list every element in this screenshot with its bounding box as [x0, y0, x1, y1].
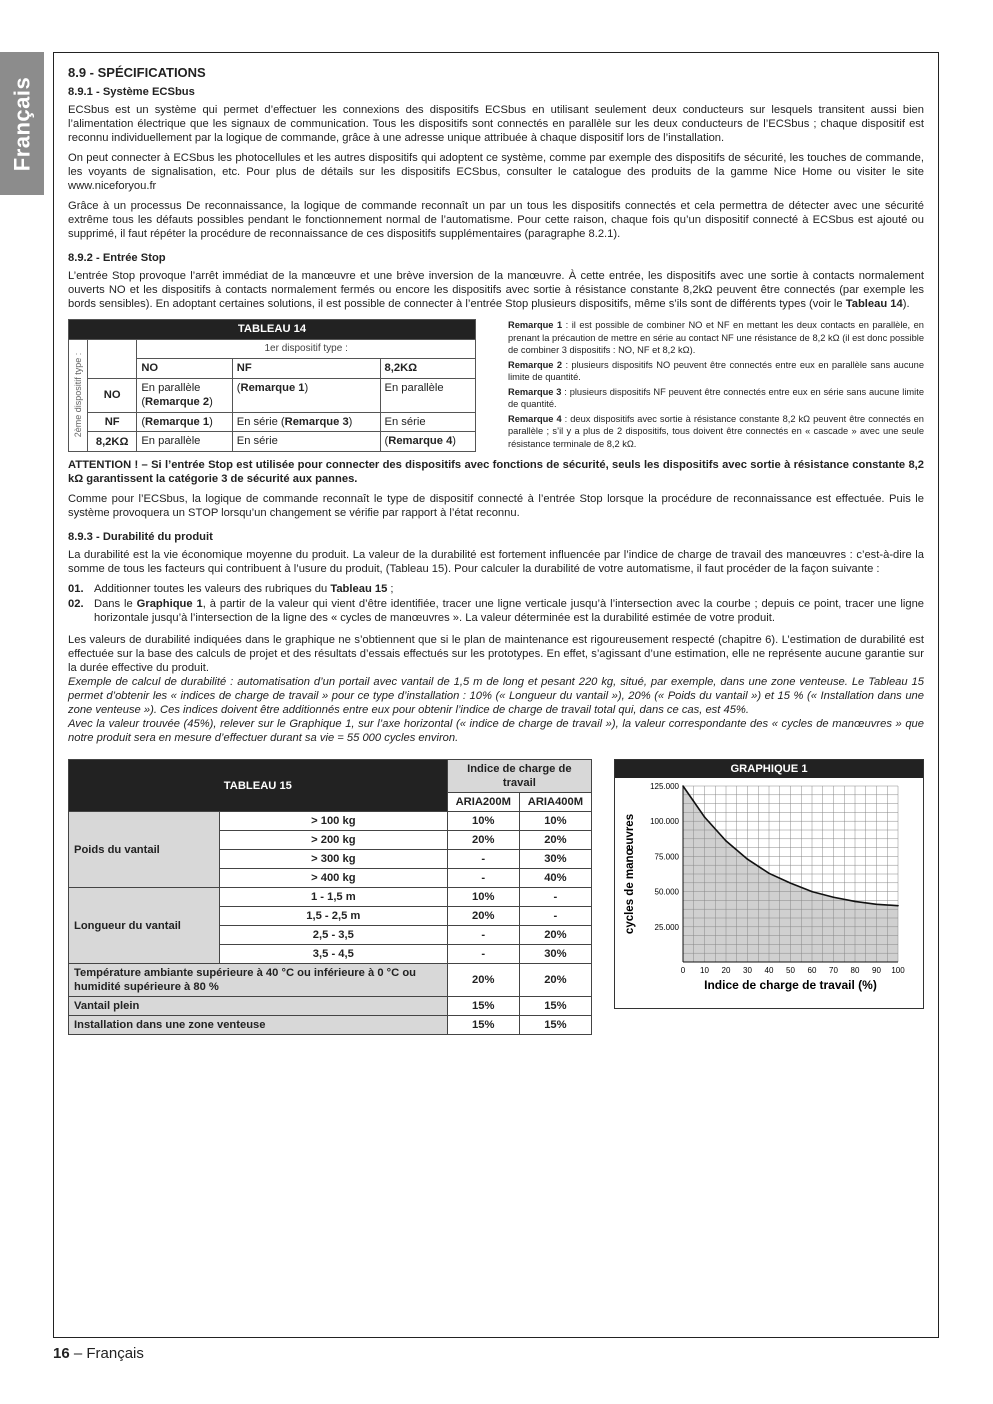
table-row: Poids du vantail > 100 kg 10% 10%: [69, 812, 592, 831]
section-title-8-9-3: 8.9.3 - Durabilité du produit: [68, 531, 213, 543]
section-title-8-9-2: 8.9.2 - Entrée Stop: [68, 252, 166, 264]
x-tick-label: 40: [764, 966, 774, 975]
durability-example: Exemple de calcul de durabilité : automatisation d’un portail avec vantail de 1,5 m de long et pesant 220 kg, situé, par exemple, dans une zone venteuse. Le Tableau 15 permet d’obtenir les « indices de charge de travail » pour ce type d’installation : 10% (« Longueur du vantail »), 20% (« Poids du vantail ») et 15 % (« Installation dans une zone venteuse »). Ces indices doivent être additionnés entre eux pour obtenir l’indice de charge de travail total qui, dans ce cas, est 45%.: [68, 676, 924, 716]
y-tick-label: 125.000: [650, 782, 679, 791]
cell: (Remarque 4): [380, 432, 475, 452]
stop-paragraph-1-end: ).: [902, 298, 910, 310]
cell: En parallèle: [380, 378, 475, 412]
ecsbus-paragraph-2: On peut connecter à ECSbus les photocellules et les autres dispositifs qui adoptent ce système, comme par exemple des dispositifs de sécurité, les touches de commande, les voyants de signalisation, etc. Pour plus de détails sur les dispositifs ECSbus, consulter le catalogue des produits de la gamme Nice Home ou visiter le site www.niceforyou.fr: [68, 152, 924, 192]
table-row: > 400 kg - 40%: [69, 869, 592, 888]
chart-title: GRAPHIQUE 1: [615, 760, 923, 778]
y-tick-label: 100.000: [650, 817, 679, 827]
row-label-no: NO: [88, 378, 137, 412]
tableau-14: [68, 319, 476, 452]
x-tick-label: 90: [872, 966, 881, 975]
data-point: [876, 903, 878, 905]
table-row: 3,5 - 4,5 - 30%: [69, 945, 592, 964]
tableau-15-title: TABLEAU 15: [69, 760, 448, 812]
x-tick-label: 30: [743, 966, 752, 975]
data-point: [704, 816, 706, 818]
x-tick-label: 80: [850, 966, 860, 975]
durability-paragraph-2: Les valeurs de durabilité indiquées dans le graphique ne s’obtiennent que si le plan de maintenance est rigoureusement respecté (chapitre 6). L’estimation de durabilité est effectuée sur la base des calculs de projet et des résultats d’essais effectués sur les prototypes. En effet, s’agissant d’une estimation, elle ne représente aucune garantie sur la durée effective du produit.: [68, 634, 924, 674]
table-row: [69, 432, 476, 452]
durability-example-result: Avec la valeur trouvée (45%), relever sur le Graphique 1, sur l’axe horizontal (« indice de charge de travail »), la valeur correspondante des « cycles de manœuvres » que notre produit sera en mesure d’effectuer durant sa vie = 55 000 cycles environ.: [68, 718, 924, 744]
language-side-tab-label: Français: [9, 76, 34, 171]
col-header-82k: 8,2KΩ: [380, 359, 475, 379]
first-device-label: 1er dispositif type :: [137, 339, 476, 359]
model-aria200m: ARIA200M: [447, 793, 519, 812]
graphique-1: [614, 759, 924, 1009]
attention-note: ATTENTION ! – Si l’entrée Stop est utilisée pour connecter des dispositifs avec fonctions de sécurité, seuls les dispositifs avec sortie à résistance constante 8,2 kΩ garantissent la catégorie 3 de sécurité aux pannes.: [68, 459, 924, 485]
cell: En série: [232, 432, 380, 452]
table-row: 2,5 - 3,5 - 20%: [69, 926, 592, 945]
cell: En série: [380, 412, 475, 432]
page-content: [68, 64, 924, 1035]
model-aria400m: ARIA400M: [519, 793, 591, 812]
cell: En parallèle: [137, 432, 232, 452]
remark-1: Remarque 1 : il est possible de combiner NO et NF en mettant les deux contacts en parallèle, en prenant la précaution de mettre en série au contact NF une résistance de 8,2 kΩ (il est donc possible de combiner 3 dispositifs : NO, NF et 8,2 kΩ).: [508, 320, 924, 355]
ecsbus-paragraph-3: Grâce à un processus De reconnaissance, la logique de commande reconnaît un par un tous les dispositifs connectés et cela permettra de détecter avec une sécurité extrême tous les défauts possibles pendant le fonctionnement normal de l’automatisme. Pour cette raison, chaque fois qu’un dispositif connecté à ECSbus est ajouté ou supprimé, il faut répéter la procédure de reconnaissance de ces dispositifs supplémentaires (paragraphe 8.2.1).: [68, 200, 924, 240]
data-point: [725, 840, 727, 842]
table-row: Vantail plein 15% 15%: [69, 997, 592, 1016]
table-row: Installation dans une zone venteuse 15% 15%: [69, 1016, 592, 1035]
row-label-nf: NF: [88, 412, 137, 432]
durability-steps: [68, 582, 924, 625]
language-side-tab: [0, 52, 44, 195]
table-row: Longueur du vantail 1 - 1,5 m 10% -: [69, 888, 592, 907]
remarks-list: [508, 319, 924, 452]
page-footer: 16 – Français: [53, 1345, 144, 1362]
bottom-block: [68, 759, 924, 1035]
remark-2: Remarque 2 : plusieurs dispositifs NO peuvent être connectés entre eux en parallèle sans aucune limite de quantité.: [508, 359, 925, 382]
stop-paragraph-2: Comme pour l’ECSbus, la logique de commande reconnaît le type de dispositif connecté à l’entrée Stop lorsque la procédure de reconnaissance est effectuée. Puis le système provoquera un STOP lorsqu’un changement se vérifie par rapport à l’état reconnu.: [68, 493, 924, 519]
remark-3: Remarque 3 : plusieurs dispositifs NF peuvent être connectés entre eux en série sans aucune limite de quantité.: [508, 386, 924, 409]
tableau-14-block: [68, 319, 924, 452]
x-tick-label: 70: [829, 966, 838, 975]
tableau-14-title: TABLEAU 14: [69, 320, 476, 340]
x-tick-label: 0: [680, 966, 686, 975]
data-point: [854, 901, 856, 903]
col-header-no: NO: [137, 359, 232, 379]
row-label-82k: 8,2KΩ: [88, 432, 137, 452]
tableau-15: [68, 759, 592, 1035]
data-point: [790, 882, 792, 884]
x-tick-label: 20: [721, 966, 731, 975]
table-row: > 300 kg - 30%: [69, 850, 592, 869]
data-point: [811, 891, 813, 893]
y-tick-label: 75.000: [654, 852, 679, 862]
y-tick-label: 50.000: [654, 887, 679, 897]
durability-paragraph-1: La durabilité est la vie économique moyenne du produit. La valeur de la durabilité est fortement influencée par l’indice de charge de travail des manœuvres : c’est-à-dire la somme de tous les facteurs qui contribuent à l’usure du produit, (Tableau 15). Pour calculer la durabilité de votre automatisme, il faut procéder de la façon suivante :: [68, 549, 924, 575]
section-title-8-9: 8.9 - SPÉCIFICATIONS: [68, 65, 206, 80]
ecsbus-paragraph-1: ECSbus est un système qui permet d’effectuer les connexions des dispositifs ECSbus en utilisant seulement deux conducteurs sur lesquels transitent aussi bien l’alimentation électrique que les signaux de communication. Tous les dispositifs sont connectés en parallèle sur les deux conducteurs de l’ECSbus ; chaque dispositif est reconnu individuellement par la logique de commande, grâce à une adresse unique attribuée à chaque dispositif lors de l’installation.: [68, 104, 924, 144]
x-tick-label: 50: [786, 966, 795, 975]
remark-4: Remarque 4 : deux dispositifs avec sortie à résistance constante 8,2 kΩ peuvent être connectés en parallèle ; s’il y a plus de 2 dispositifs, tous doivent être connectés en « cascade » avec une seule résistance terminale de 8,2 kΩ.: [508, 413, 924, 449]
list-item: 02. Dans le Graphique 1, à partir de la valeur qui vient d’être identifiée, tracer une ligne verticale jusqu’à l’intersection avec la courbe ; depuis ce point, tracer une ligne horizontale jusqu’à l’intersection de la ligne des « cycles de manœuvres ». La valeur déterminée est la durabilité estimée de votre produit.: [68, 598, 925, 624]
section-title-8-9-1: 8.9.1 - Système ECSbus: [68, 86, 195, 98]
second-device-label: 2ème dispositif type :: [69, 339, 88, 451]
cell: En série (Remarque 3): [232, 412, 380, 432]
stop-paragraph-1-ref: Tableau 14: [845, 298, 903, 310]
index-header: Indice de charge de travail: [447, 760, 591, 793]
stop-paragraph-1: [68, 269, 924, 311]
data-point: [897, 905, 899, 907]
table-row: > 200 kg 20% 20%: [69, 831, 592, 850]
data-point: [833, 896, 835, 898]
y-tick-label: 25.000: [654, 922, 679, 932]
table-row: Température ambiante supérieure à 40 °C ou inférieure à 0 °C ou humidité supérieure à 80 % 20% 20%: [69, 964, 592, 997]
x-tick-label: 10: [700, 966, 709, 975]
durability-chart: [615, 778, 923, 1006]
data-point: [768, 872, 770, 874]
data-point: [747, 858, 749, 860]
cell: (Remarque 1): [232, 378, 380, 412]
x-tick-label: 100: [891, 966, 905, 975]
cell: En parallèle (Remarque 2): [137, 378, 232, 412]
x-tick-label: 60: [807, 966, 817, 975]
y-axis-label: cycles de manœuvres: [624, 813, 636, 935]
list-item: 01. Additionner toutes les valeurs des rubriques du Tableau 15 ;: [68, 583, 394, 595]
cell: (Remarque 1): [137, 412, 232, 432]
col-header-nf: NF: [232, 359, 380, 379]
table-row: 1,5 - 2,5 m 20% -: [69, 907, 592, 926]
stop-paragraph-1-text: L’entrée Stop provoque l’arrêt immédiat de la manœuvre et une brève inversion de la manœuvre. À cette entrée, les dispositifs avec une sortie à contacts normalement ouverts NO et les dispositifs à contacts normalement fermés ou encore les dispositifs avec sortie à résistance constante 8,2kΩ peuvent être connectés (par exemple les bords sensibles). En adoptant certaines solutions, il est possible de connecter à l’entrée Stop plusieurs dispositifs, même s’ils sont de différents types (voir le: [68, 270, 924, 310]
page-number: 16: [53, 1345, 70, 1362]
footer-language: Français: [86, 1345, 144, 1362]
data-point: [682, 785, 684, 787]
table-row: [69, 412, 476, 432]
table-row: [69, 378, 476, 412]
x-axis-label: Indice de charge de travail (%): [704, 978, 877, 992]
